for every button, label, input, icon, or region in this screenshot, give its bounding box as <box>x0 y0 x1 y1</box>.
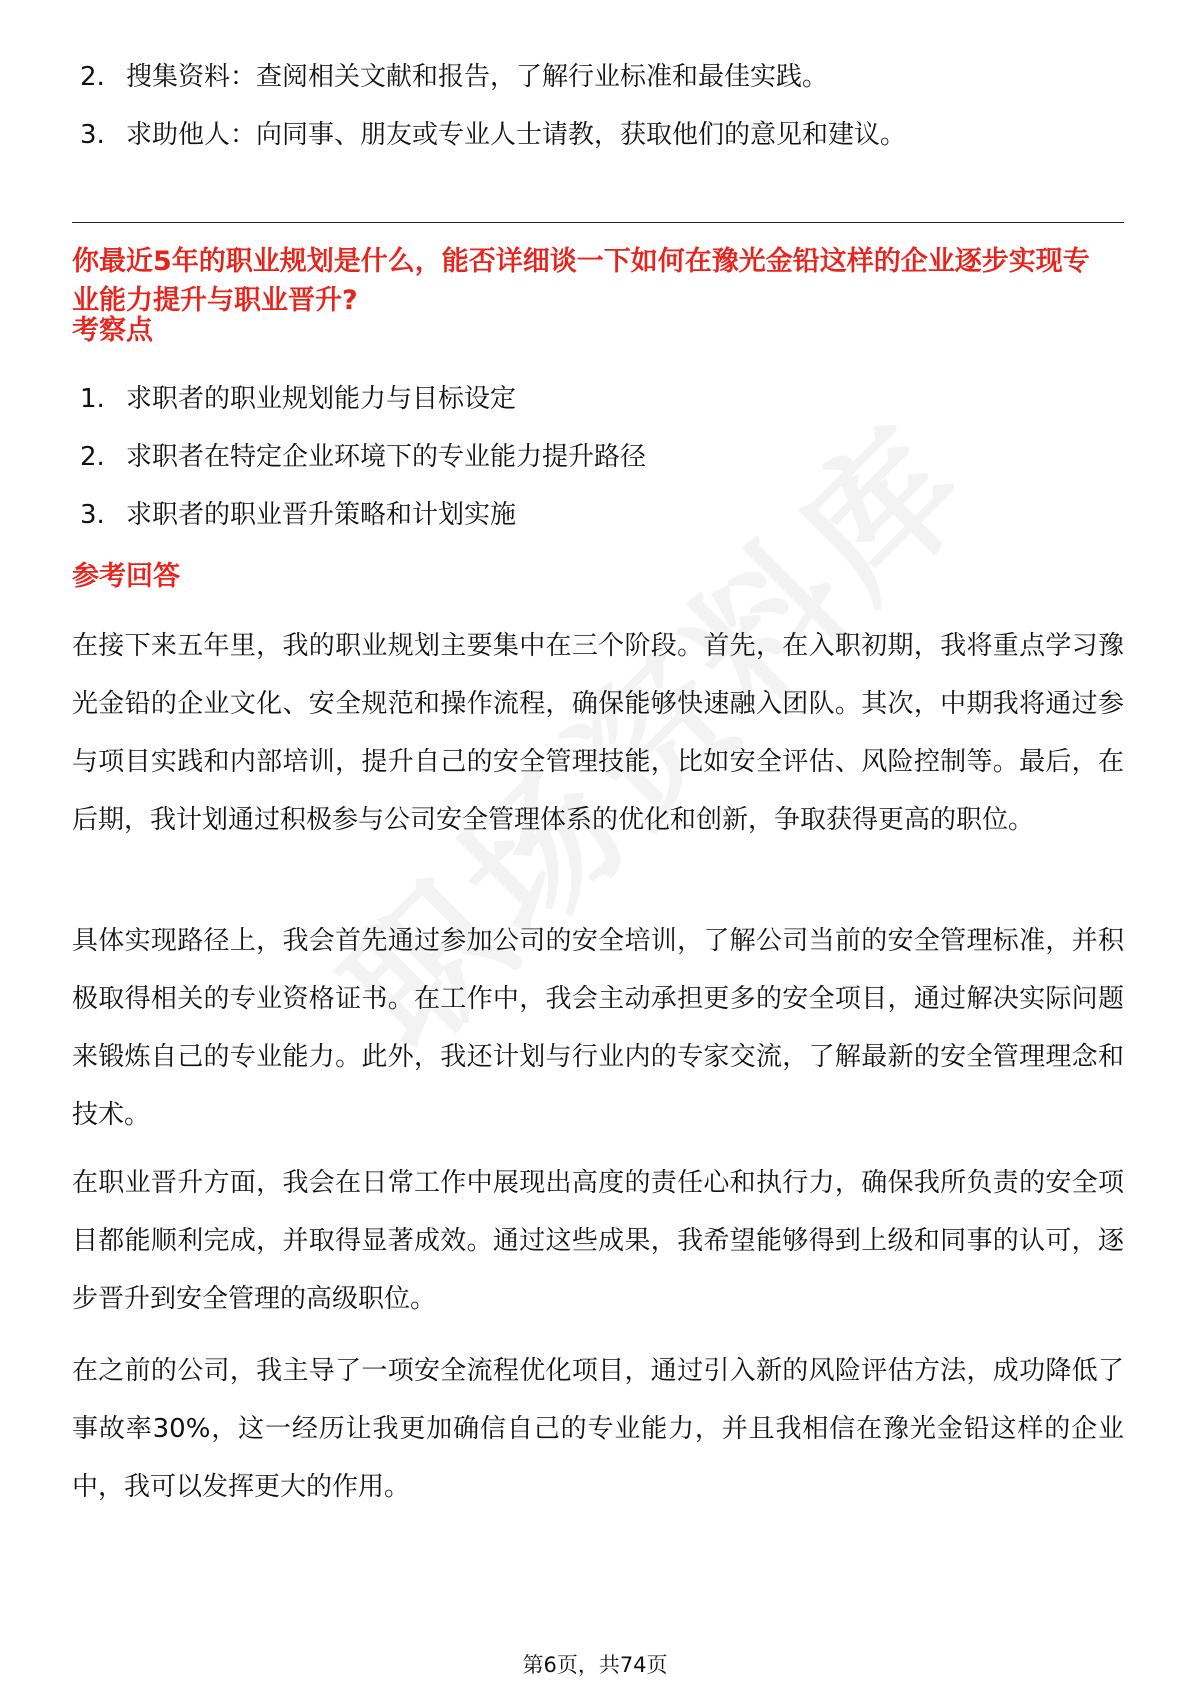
list-number: 2. <box>80 62 105 92</box>
key-points-list <box>80 384 1100 558</box>
interview-question: 你最近5年的职业规划是什么，能否详细谈一下如何在豫光金铅这样的企业逐步实现专业能力提升与职业晋升? <box>72 246 1090 316</box>
reference-answer-heading: 参考回答 <box>72 561 180 592</box>
list-number: 2. <box>80 442 105 472</box>
list-number: 3. <box>80 500 105 530</box>
list-text: 求职者的职业规划能力与目标设定 <box>126 384 517 414</box>
answer-paragraph: 具体实现路径上，我会首先通过参加公司的安全培训，了解公司当前的安全管理标准，并积极取得相关的专业资格证书。在工作中，我会主动承担更多的安全项目，通过解决实际问题来锻炼自己的专业能力。此外，我还计划与行业内的专家交流，了解最新的安全管理理念和技术。 <box>72 926 1124 1130</box>
answer-paragraph: 在之前的公司，我主导了一项安全流程优化项目，通过引入新的风险评估方法，成功降低了事故率30%，这一经历让我更加确信自己的专业能力，并且我相信在豫光金铅这样的企业中，我可以发挥更大的作用。 <box>72 1356 1124 1502</box>
previous-answer-list <box>80 62 1100 178</box>
list-item <box>80 62 1100 120</box>
section-divider <box>72 222 1124 223</box>
list-item <box>80 120 1100 178</box>
list-text: 求职者的职业晋升策略和计划实施 <box>126 500 517 530</box>
list-number: 3. <box>80 120 105 150</box>
list-text: 搜集资料：查阅相关文献和报告，了解行业标准和最佳实践。 <box>126 62 829 92</box>
answer-paragraph: 在职业晋升方面，我会在日常工作中展现出高度的责任心和执行力，确保我所负责的安全项目都能顺利完成，并取得显著成效。通过这些成果，我希望能够得到上级和同事的认可，逐步晋升到安全管理的高级职位。 <box>72 1168 1124 1314</box>
list-text: 求助他人：向同事、朋友或专业人士请教，获取他们的意见和建议。 <box>126 120 907 150</box>
list-item <box>80 442 1100 500</box>
list-item <box>80 500 1100 558</box>
list-text: 求职者在特定企业环境下的专业能力提升路径 <box>126 442 647 472</box>
key-points-heading: 考察点 <box>72 315 153 346</box>
answer-paragraph: 在接下来五年里，我的职业规划主要集中在三个阶段。首先，在入职初期，我将重点学习豫光金铅的企业文化、安全规范和操作流程，确保能够快速融入团队。其次，中期我将通过参与项目实践和内部培训，提升自己的安全管理技能，比如安全评估、风险控制等。最后，在后期，我计划通过积极参与公司安全管理体系的优化和创新，争取获得更高的职位。 <box>72 631 1124 835</box>
list-item <box>80 384 1100 442</box>
list-number: 1. <box>80 384 105 414</box>
page-number-footer: 第6页，共74页 <box>522 1653 668 1677</box>
